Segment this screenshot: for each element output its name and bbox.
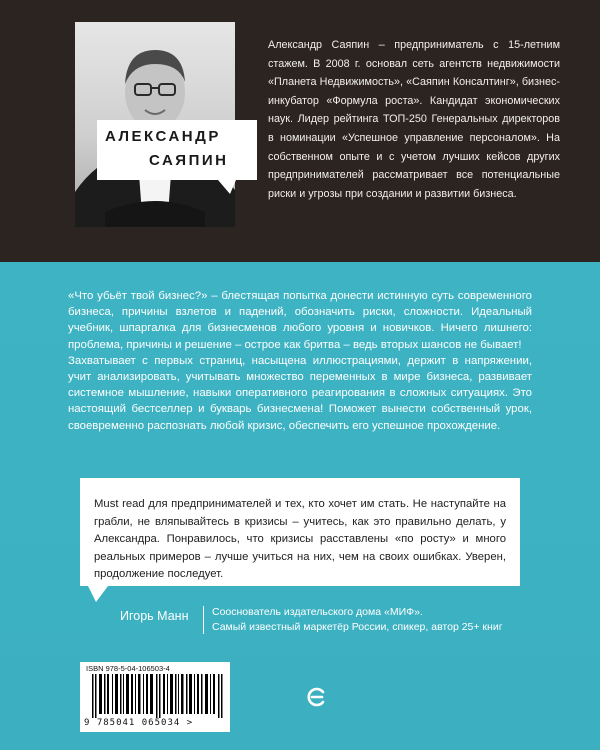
isbn-label: ISBN 978-5-04-106503-4	[86, 664, 170, 673]
description-paragraph-2: Захватывает с первых страниц, насыщена иллюстрациями, держит в напряжении, учит анализировать, учитывать множество переменных в мире бизнеса, развивает системное мышление, навыки оперативного реагирования в сложных ситуациях. Это настоящий бестселлер и букварь бизнесмена! Поможет вынести собственный урок, своевременно распознать любой кризис, обеспечить его успешное прохождение.	[68, 354, 532, 432]
author-name-badge	[97, 120, 257, 180]
author-last-name: САЯПИН	[149, 152, 229, 169]
barcode-bars	[92, 674, 228, 718]
description-paragraph-1: «Что убьёт твой бизнес?» – блестящая попытка донести истинную суть современного бизнеса, причины взлетов и падений, обозначить риски, сложности. Идеальный учебник, шпаргалка для бизнесменов любого уровня и новичков. Ничего лишнего: проблема, причины и решение – острое как бритва – ведь вторых шансов не бывает!	[68, 290, 532, 351]
reviewer-description	[212, 605, 532, 635]
reviewer-description-line-2: Самый известный маркетёр России, спикер, автор 25+ книг	[212, 621, 503, 633]
reviewer-description-line-1: Сооснователь издательского дома «МИФ».	[212, 606, 423, 618]
quote-speech-tail	[88, 586, 108, 602]
author-bio: Александр Саяпин – предприниматель с 15-летним стажем. В 2008 г. основал сеть агентств недвижимости «Планета Недвижимость», «Саяпин Консалтинг», бизнес-инкубатор «Формула роста». Кандидат экономических наук. Лидер рейтинга ТОП-250 Генеральных директоров в номинации «Успешное управление персоналом». На собственном опыте и с учетом лучших кейсов других предпринимателей рассматривает все потенциальные риски и угрозы при создании и развитии бизнеса.	[268, 39, 560, 200]
badge-speech-tail	[218, 180, 236, 194]
barcode-digits: 9 785041 065034 >	[84, 718, 194, 728]
review-quote-text: Must read для предпринимателей и тех, кто хочет им стать. Не наступайте на грабли, не вляпывайтесь в кризисы – учитесь, как это правильно делать, у Александра. Понравилось, что кризисы расставлены «по росту» и много реальных примеров – лучше учиться на них, чем на своих ошибках. Уверен, продолжение последует.	[94, 498, 506, 581]
author-first-name: АЛЕКСАНДР	[105, 128, 221, 145]
reviewer-divider	[203, 606, 204, 634]
reviewer-name: Игорь Манн	[120, 609, 189, 623]
book-description	[68, 288, 532, 434]
eksmo-logo-icon	[306, 686, 328, 708]
